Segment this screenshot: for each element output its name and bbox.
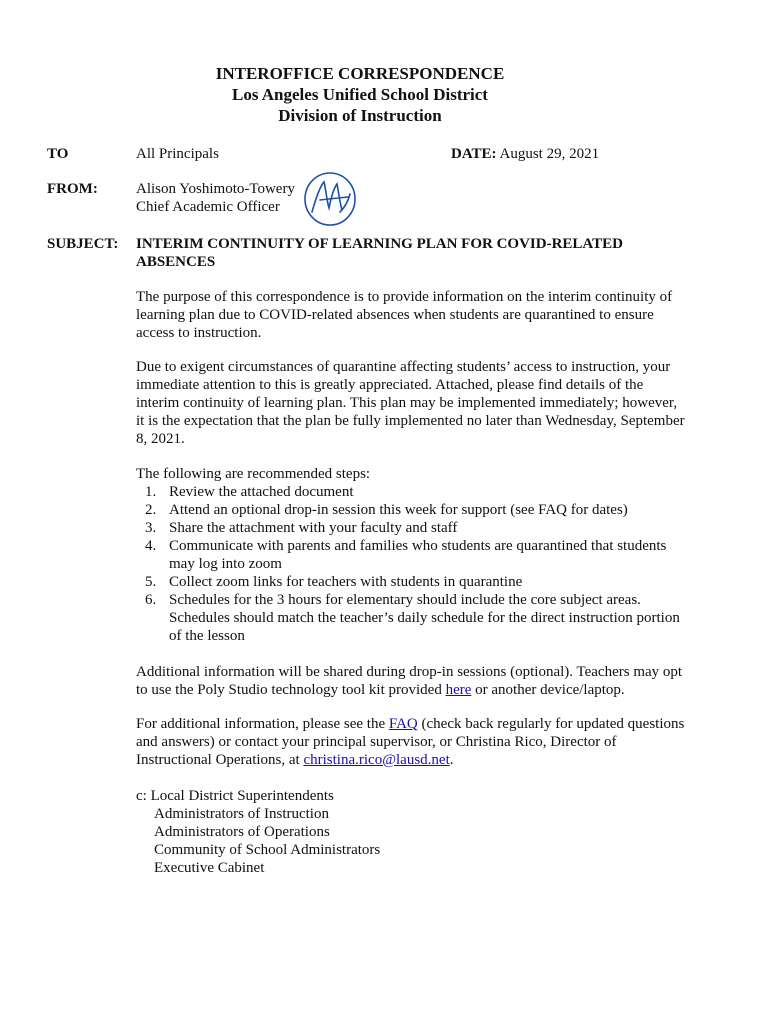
subject-label: SUBJECT: bbox=[47, 236, 119, 252]
cc-item: Administrators of Operations bbox=[154, 824, 330, 840]
para3-text-end: or another device/laptop. bbox=[471, 682, 625, 698]
memo-header bbox=[0, 63, 720, 126]
paragraph-contact bbox=[136, 715, 688, 769]
step-text: Review the attached document bbox=[169, 484, 354, 500]
step-text: Attend an optional drop-in session this week for support (see FAQ for dates) bbox=[169, 502, 628, 518]
list-item bbox=[136, 591, 688, 645]
step-number: 2. bbox=[145, 502, 157, 518]
step-text: Communicate with parents and families who students are quarantined that students may log into zoom bbox=[169, 538, 667, 572]
step-number: 6. bbox=[145, 592, 157, 608]
list-item bbox=[136, 501, 688, 519]
subject-line-1: INTERIM CONTINUITY OF LEARNING PLAN FOR COVID-RELATED bbox=[136, 236, 623, 252]
step-text: Collect zoom links for teachers with students in quarantine bbox=[169, 574, 523, 590]
paragraph-purpose: The purpose of this correspondence is to provide information on the interim continuity of learning plan due to COVID-related absences when students are quarantined to ensure access to instruction. bbox=[136, 289, 673, 341]
here-link[interactable]: here bbox=[445, 682, 472, 698]
steps-list bbox=[136, 483, 688, 645]
subject-line-2: ABSENCES bbox=[136, 254, 216, 270]
cc-item: Administrators of Instruction bbox=[154, 806, 329, 822]
from-label: FROM: bbox=[47, 181, 98, 197]
list-item bbox=[136, 519, 688, 537]
steps-intro: The following are recommended steps: bbox=[136, 466, 371, 482]
faq-link[interactable]: FAQ bbox=[388, 716, 418, 732]
step-number: 1. bbox=[145, 484, 157, 500]
paragraph-urgency: Due to exigent circumstances of quarantine affecting students’ access to instruction, your immediate attention to this is greatly appreciated. Attached, please find details of the interim continuity of learning plan. This plan may be implemented immediately; however, it is the expectation that the plan be fully implemented no later than Wednesday, September 8, 2021. bbox=[136, 359, 685, 447]
para4-text-middle: (check back regularly for updated questions and answers) or contact your principal supervisor, or Christina Rico, Director of Instructional Operations, at bbox=[136, 716, 685, 768]
step-text: Schedules for the 3 hours for elementary should include the core subject areas. Schedules should match the teacher’s daily schedule for the direct instruction portion of the lesson bbox=[169, 592, 680, 644]
from-title: Chief Academic Officer bbox=[136, 199, 280, 215]
step-number: 3. bbox=[145, 520, 157, 536]
step-text: Share the attachment with your faculty and staff bbox=[169, 520, 458, 536]
paragraph-additional-info bbox=[136, 663, 688, 699]
cc-list bbox=[136, 787, 380, 877]
header-district: Los Angeles Unified School District bbox=[232, 85, 488, 104]
from-block bbox=[136, 180, 295, 216]
cc-item: Community of School Administrators bbox=[154, 842, 381, 858]
list-item bbox=[136, 537, 688, 573]
signature-image bbox=[300, 168, 360, 230]
para3-text: Additional information will be shared during drop-in sessions (optional). Teachers may opt to use the Poly Studio technology tool kit provided bbox=[136, 664, 683, 698]
para4-text: For additional information, please see the bbox=[136, 716, 389, 732]
cc-item: Executive Cabinet bbox=[154, 860, 265, 876]
step-number: 5. bbox=[145, 574, 157, 590]
list-item bbox=[136, 483, 688, 501]
subject-text bbox=[136, 235, 623, 271]
to-label: TO bbox=[47, 146, 69, 162]
from-name: Alison Yoshimoto-Towery bbox=[136, 181, 295, 197]
date-field bbox=[451, 145, 599, 163]
email-link[interactable]: christina.rico@lausd.net bbox=[303, 752, 450, 768]
date-label: DATE: bbox=[451, 146, 497, 162]
step-number: 4. bbox=[145, 538, 157, 554]
header-title: INTEROFFICE CORRESPONDENCE bbox=[215, 64, 505, 83]
date-value: August 29, 2021 bbox=[499, 146, 600, 162]
header-division: Division of Instruction bbox=[278, 106, 442, 125]
list-item bbox=[136, 573, 688, 591]
to-value: All Principals bbox=[136, 146, 219, 162]
para4-text-end: . bbox=[449, 752, 454, 768]
cc-line: c: Local District Superintendents bbox=[136, 788, 334, 804]
